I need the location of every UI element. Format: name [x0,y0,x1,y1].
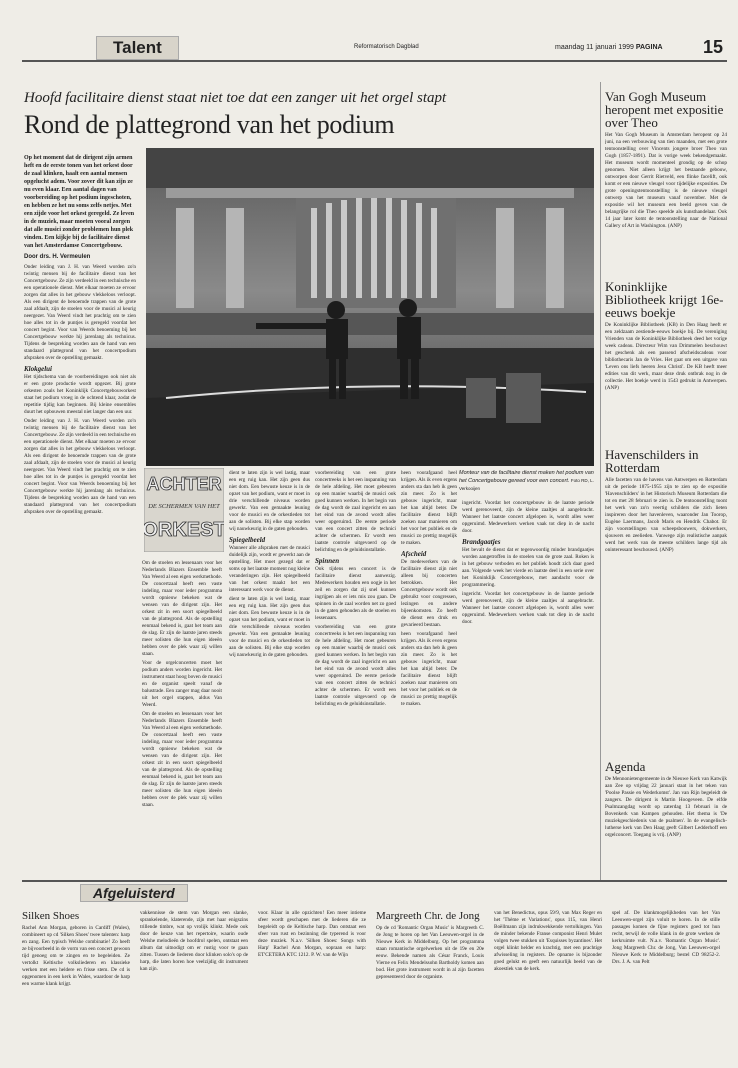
logo-middle: DE SCHERMEN VAN HET [148,503,220,510]
afgeluisterd-title: Afgeluisterd [80,884,188,902]
article-column-3: dient te laten zijn is wel lastig, maar een erg ruig kan. Het zijn geen dus niet dom. Een bewuste keuze is in de opzet van het podium, want er moet in drie verschillende niveaus worden gewerkt. Van een gemaakte leuning voor de musici en de orkestleden tot aan de solisten. Bij elke stap worden wij nauwkeurig in de gaten gehouden. Spiegelbeeld Wanneer alle afspraken met de musici duidelijk zijn, wordt er gewerkt aan de opstelling. Het moet gezegd dat er soms op het laatste moment nog kleine veranderingen zijn. Het spiegelbeeld van het orkest maakt het een interessant werk voor de dienst. dient te laten zijn is wel lastig, maar een erg ruig kan. Het zijn geen dus niet dom. Een bewuste keuze is in de opzet van het podium, want er moet in drie verschillende niveaus worden gewerkt. Van een gemaakte leuning voor de musici en de orkestleden tot aan de solisten. Bij elke stap worden wij nauwkeurig in de gaten gehouden. [229,470,310,658]
logo-top: ACHTER [146,474,222,494]
review-column-6: spel af. De klankmogelijkheden van het Van Leeuwen-orgel zijn voluit te horen. In de stille passages komen de fijne registers goed tot hun recht, terwijl de volle klank in de grote werken de kerkruimte vult. N.a.v. 'Romantic Organ Music'. Jong Margreeth Chr. de Jong, Van Leeuwen-orgel Nieuwe Kerk te Middelburg; bestel CD 98252-2. Drs. J. A. van Pelt [612,910,720,965]
review-column-2: vakkennisse de stem van Morgan een slanke, sprankelende, klaterende, zijn met haar enigszins trillende timbre, wat op vrolijk klinkt. Mede ook door de keuze van het repertoire, waarin oude Welshe melodieën de hoofdrol spelen, ontstaat een album dat uitnodigt om er rustig voor te gaan zitten. Tussen de liederen door klinken solo's op de harp, die laten horen hoe veelzijdig dit instrument kan zijn. [140,910,248,972]
review-margreeth: Margreeth Chr. de Jong Op de cd 'Romantic Organ Music' is Margreeth C. de Jong te horen op het Van Leeuwen-orgel in de Nieuwe Kerk in Middelburg. Op het programma staan romantische orgelwerken uit de 19e en 20e eeuw. Bekende namen als César Franck, Louis Vierne en Felix Mendelssohn Bartholdy komen aan bod. Het grote instrument wordt in al zijn facetten gepresenteerd door de organiste. [376,910,484,980]
sidebar-article-van-gogh: Van Gogh Museum heropent met expositie over Theo Het Van Gogh Museum in Amsterdam heropent op 24 juni, na een verbouwing van tien maanden, met een grote tentoonstelling over Vincents jongere broer Theo van Gogh (1857-1891). Dat is vorige week bekendgemaakt. Het museum wordt momenteel grondig op de schop genomen. Niet alleen krijgt het bestaande gebouw, ontworpen door Gerrit Rietveld, een flinke facelift, ook komt er een nieuwe vleugel voor tijdelijke exposities. De grote openingstentoonstelling is de nieuwe vleugel ontwerp van het museum vanaf november. Met de expositie wil het museum een beeld geven van de belangrijke rol die Theo speelde als kunsthandelaar. Ook 14 jaar later komt de tentoonstelling naar de National Gallery of Art in Washington. (ANP) [605,90,727,229]
article-column-2: Om de stoelen en lessenaars voor het Nederlands Blazers Ensemble heeft Van Weerd al een eigen werkmethode. De concertzaal heeft een vaste indeling, maar voor ieder programma wordt opnieuw bekeken wat de wensen van de dirigent zijn. Het orkest zit in een soort spiegelbeeld van de plattegrond. Als de opstelling eenmaal bekend is, gaat het team aan de slag. Er zijn de laatste jaren steeds meer solisten die hun eigen ideeën hebben over de plek waar zij willen staan. Voor de orgelconcerten moet het podium anders worden ingericht. Het instrument staat hoog boven de musici en de organist speelt vanaf de balustrade. Een zanger mag daar nooit uit het orgel stappen, aldus Van Weerd. Om de stoelen en lessenaars voor het Nederlands Blazers Ensemble heeft Van Weerd al een eigen werkmethode. De concertzaal heeft een vaste indeling, maar voor ieder programma wordt opnieuw bekeken wat de wensen van de dirigent zijn. Het orkest zit in een soort spiegelbeeld van de plattegrond. Als de opstelling eenmaal bekend is, gaat het team aan de slag. Er zijn de laatste jaren steeds meer solisten die hun eigen ideeën hebben over de plek waar zij willen staan. [142,560,222,808]
column-divider [600,82,601,882]
series-logo [144,468,224,552]
article-lead: Op het moment dat de dirigent zijn armen heft en de eerste tonen van het orkest door de zaal klinken, haalt een aantal mensen opgelucht adem. Voor zover dit kan zijn ze nu even klaar. Een aantal dagen van voorbereiding op het podium ingeschoten, en hebben ze het nu soms zelfs netjes. Met een zijde voor het orkest geregeld. Ze leven in de muziek, maar moeten vooral zorgen dat alle musici zonder problemen hun plek vinden. Een kijkje bij de facilitaire dienst van het Amsterdamse Concertgebouw. [24,155,135,249]
paper-name: Reformatorisch Dagblad [354,44,419,50]
review-column-3: voor. Klaar in alle opzichten! Een meer intieme sfeer wordt geschapen met de liederen die ze begeleidt op de Keltische harp. Dan ontstaat een sfeer van rust en bezinning die typerend is voor deze muziek. N.a.v. 'Silken Shoes: Songs with Harp' Rachel Ann Morgan, sopraan en harp: ET'CETERA KTC 1212. P. W. van de Wijn [258,910,366,958]
article-column-5: heen voorafgaand heel krijgen. Als ik even ergens anders sta dan heb ik geen zin meer. Zo is het gebouw ingericht, maar het kan altijd beter. De facilitaire dienst blijft zoeken naar manieren om het voor het publiek en de musici zo prettig mogelijk te maken. Afscheid De medewerkers van de facilitaire dienst zijn niet alleen bij concerten betrokken. Het Concertgebouw wordt ook gebruikt voor congressen, lezingen en andere bijeenkomsten. Zo heeft de dienst een druk en gevarieerd bestaan. heen voorafgaand heel krijgen. Als ik even ergens anders sta dan heb ik geen zin meer. Zo is het gebouw ingericht, maar het kan altijd beter. De facilitaire dienst blijft zoeken naar manieren om het voor het publiek en de musici zo prettig mogelijk te maken. [401,470,457,707]
article-byline: Door drs. H. Vermeulen [24,254,91,260]
afgeluisterd-section [22,880,727,1030]
photo-caption: Monteur van de facilitaire dienst maken het podium van het Concertgebouw gereed voor een concert. Foto RD, L. Verkooijen [459,470,594,491]
review-column-5: van het Benedictus, opus 59/9, van Max Reger en het 'Thème et Variations', opus 115, van Henri Boëllmann zijn indrukwekkende vertolkingen. Van de minder bekende Franse componist Henri Mulet volgen twee stukken uit 'Esquisses byzantines'. Het orgel klinkt helder en krachtig, met een prachtige afwisseling in registers. De opname is bijzonder goed gelukt en geeft een natuurlijk beeld van de akoestiek van de kerk. [494,910,602,972]
afgeluisterd-bar [22,880,727,901]
article-column-1: Onder leiding van J. H. van Weerd worden zo'n twintig mensen bij de facilitaire dienst van het Concertgebouw. Ze zijn verdeeld in een technische en een operationele dienst. Met elkaar moeten ze ervoor zorgen dat alles in het gebouw vlekkeloos verloopt. Als een dirigent de benoemde trappen van de grote zaal afdaalt, zijn de stoelen voor de musici al keurig neergezet. Van Weerd vindt het prachtig om te zien hoe alles tot in de puntjes is geregeld voordat het concert begint. Voor van Weerds benoeming bij het Concertgebouw werkte hij jarenlang als technicus. Tijdens de bespreking worden aan de hand van een standaard plattegrond van het concertpodium afspraken over de opstelling gemaakt. Klokgelui Het tijdschema van de voorbereidingen ook niet als er een grote productie wordt opgezet. Bij grote orkesten zoals het Koninklijk Concertgebouworkest staat het podium vroeg in de ochtend klaar, zodat de repetitie tijdig kan beginnen. Bij kleine ensembles duurt het opbouwen meestal niet langer dan een uur. Onder leiding van J. H. van Weerd worden zo'n twintig mensen bij de facilitaire dienst van het Concertgebouw. Ze zijn verdeeld in een technische en een operationele dienst. Met elkaar moeten ze ervoor zorgen dat alles in het gebouw vlekkeloos verloopt. Als een dirigent de benoemde trappen van de grote zaal afdaalt, zijn de stoelen voor de musici al keurig neergezet. Van Weerd vindt het prachtig om te zien hoe alles tot in de puntjes is geregeld voordat het concert begint. Voor van Weerds benoeming bij het Concertgebouw werkte hij jarenlang als technicus. Tijdens de bespreking worden aan de hand van een standaard plattegrond van het concertpodium afspraken over de opstelling gemaakt. [24,264,136,515]
review-silken-shoes: Silken Shoes Rachel Ann Morgan, geboren in Cardiff (Wales), combineert op cd 'Silken Shoes' twee talenten: harp en zang. Een typisch Welshe combinatie! Zo heeft ze bijvoorbeeld in de vorm van een concert gewoon tijd genoeg om te zingen en te begeleiden. Ze vertolkt Keltische volksliederen en klassieke werken met een heldere en frisse stem. De cd is opgenomen in een kerk in Wales, waardoor de harp een warme klank krijgt. [22,910,130,987]
issue-date: maandag 11 januari 1999 PAGINA [555,44,663,51]
page-number: 15 [702,37,723,57]
logo-bottom: ORKEST [144,519,224,541]
concert-hall-photo [146,148,594,466]
sidebar-agenda: Agenda De Mennonietengemeente in de Nieuwe Kerk van Katwijk aan Zee op vrijdag 22 januari staat in het teken van 'Poolse Passie en Wederkomst'. Jan van Rijn begeleidt de zangers. De dirigent is Martin Hoogeveen. De elfde Psalmzangdag wordt op zaterdag 13 februari in de Bovenkerk van Kampen gehouden. Het thema is 'De muziekgeschiedenis van de psalmen'. In de evangelisch-lutherse kerk van Den Haag geeft Gilbert Ledderhoff een orgelconcert. Toegang is vrij. (ANP) [605,760,727,838]
article-headline: Rond de plattegrond van het podium [24,110,395,139]
section-label: Talent [96,36,179,60]
article-column-6: ingericht. Voordat het concertgebouw in de laatste periode werd gerenoveerd, zijn de kleine zaaltjes al aangebracht. Wanneer het laatste concert afgelopen is, wordt alles weer opgeruimd. Medewerkers werken vaak tot diep in de nacht door. Brandgaatjes Het bevalt de dienst dat er tegenwoordig minder brandgaatjes worden aangetroffen in de stoelen van de grote zaal. Roken is in het gebouw verboden en het publiek houdt zich daar goed aan. Volgende week het vierde en laatste deel in een serie over het Koninklijk Concertgebouw, met aandacht voor de programmering. ingericht. Voordat het concertgebouw in de laatste periode werd gerenoveerd, zijn de kleine zaaltjes al aangebracht. Wanneer het laatste concert afgelopen is, wordt alles weer opgeruimd. Medewerkers werken vaak tot diep in de nacht door. [462,500,594,625]
sidebar-article-havenschilders: Havenschilders in Rotterdam Alle facetten van de havens van Antwerpen en Rotterdam uit de periode 1875-1955 zijn te zien op de expositie 'Havenschilders' in het Historisch Museum Rotterdam die tot en met 28 februari te zien is. De tentoonstelling toont het werk van zo'n veertig schilders die zich lieten inspireren door het havenleven, waaronder Jan Toorop, Eugène Laermans, Jacob Maris en Hendrik Chabot. Er zijn voorstellingen van scheepsbouwers, dokwerkers, sjouwers en zeelieden. Vanwege zijn realistische aanpak werd het werk van de meeste schilders lange tijd als oninteressant beschouwd. (ANP) [605,448,727,553]
article-kicker: Hoofd facilitaire dienst staat niet toe dat een zanger uit het orgel stapt [24,90,447,106]
article-column-4: voorbereiding van een grote concertreeks is het een inspanning van de hele afdeling. Het moet gebeuren op een manier waarbij de musici ook goed kunnen werken. In het begin van de dag wordt de zaal ingericht en aan het eind van de avond wordt alles weer opgeruimd. De eerste periode van een concert zitten de technici achter de schermen. Er wordt een laatste controle uitgevoerd op de belichting en de geluidsinstallatie. Spinnen Ook tijdens een concert is de facilitaire dienst aanwezig. Medewerkers houden een oogje in het zeil en zorgen dat zij snel kunnen ingrijpen als er iets mis zou gaan. De spinnen in de zaal worden net zo goed in de gaten gehouden als de stoelen en lessenaars. voorbereiding van een grote concertreeks is het een inspanning van de hele afdeling. Het moet gebeuren op een manier waarbij de musici ook goed kunnen werken. In het begin van de dag wordt de zaal ingericht en aan het eind van de avond wordt alles weer opgeruimd. De eerste periode van een concert zitten de technici achter de schermen. Er wordt een laatste controle uitgevoerd op de belichting en de geluidsinstallatie. [315,470,396,707]
sidebar-article-kb: Koninklijke Bibliotheek krijgt 16e-eeuws boekje De Koninklijke Bibliotheek (KB) in Den Haag heeft er een zeldzaam zestiende-eeuws boekje bij. De vereniging Vrienden van de Koninklijke Bibliotheek deed het vorige week cadeau. Directeur Wim van Drimmelen beschouwt het geschenk als een passend afscheidscadeau voor bibliothecaris Jan de Vries. Het gaat om een uitgave van 'Leven ons liefs heeren Jesu Christi'. De KB heeft meer edities van dit werk, maar deze druk ontbrak nog in de collectie. Het boekje werd in 1543 gedrukt in Antwerpen. (ANP) [605,280,727,391]
page-header [22,36,727,62]
